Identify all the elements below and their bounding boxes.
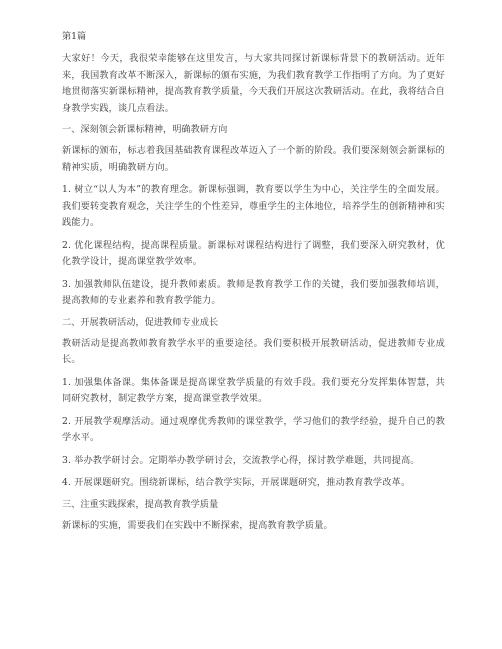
section-2-item-1: 1. 加强集体备课。集体备课是提高课堂教学质量的有效手段。我们要充分发挥集体智慧，共同研究教材，制定教学方案，提高课堂教学效果。: [62, 376, 445, 404]
section-1-item-3: 3. 加强教师队伍建设，提升教师素质。教师是教育教学工作的关键，我们要加强教师培训，提高教师的专业素养和教育教学能力。: [62, 278, 445, 306]
section-1-title: 一、深刻领会新课标精神，明确教研方向: [62, 124, 228, 135]
document-page: [62, 30, 445, 540]
section-1-item-2: 2. 优化课程结构，提高课程质量。新课标对课程结构进行了调整，我们要深入研究教材，优化教学设计，提高课堂教学效率。: [62, 239, 445, 267]
section-2-paragraph: 教研活动是提高教师教育教学水平的重要途径。我们要积极开展教研活动，促进教师专业成长。: [62, 337, 445, 365]
section-1-item-1: 1. 树立“以人为本”的教育理念。新课标强调，教育要以学生为中心，关注学生的全面发展。我们要转变教育观念，关注学生的个性差异，尊重学生的主体地位，培养学生的创新精神和实践能力。: [62, 184, 445, 228]
section-2-item-4: 4. 开展课题研究。围绕新课标，结合教学实际，开展课题研究，推动教育教学改革。: [62, 477, 411, 488]
section-2-item-3: 3. 举办教学研讨会。定期举办教学研讨会，交流教学心得，探讨教学难题，共同提高。: [62, 454, 420, 466]
section-1-paragraph: 新课标的颁布，标志着我国基础教育课程改革迈入了一个新的阶段。我们要深刻领会新课标的精神实质，明确教研方向。: [62, 145, 445, 173]
section-2-item-2: 2. 开展教学观摩活动。通过观摩优秀教师的课堂教学，学习他们的教学经验，提升自己的教学水平。: [62, 415, 445, 443]
intro-paragraph: 大家好！今天，我很荣幸能够在这里发言，与大家共同探讨新课标背景下的教研活动。近年来，我国教育改革不断深入，新课标的颁布实施，为我们教育教学工作指明了方向。为了更好地贯彻落实新课标精神，提高教育教学质量，今天我们开展这次教研活动。在此，我将结合自身教学实践，谈几点看法。: [62, 53, 445, 114]
page-label: 第1篇: [62, 31, 87, 42]
section-2-title: 二、开展教研活动，促进教师专业成长: [62, 316, 219, 328]
section-3-title: 三、注重实践探索，提高教育教学质量: [62, 498, 219, 510]
section-3-paragraph: 新课标的实施，需要我们在实践中不断探索，提高教育教学质量。: [62, 519, 333, 531]
